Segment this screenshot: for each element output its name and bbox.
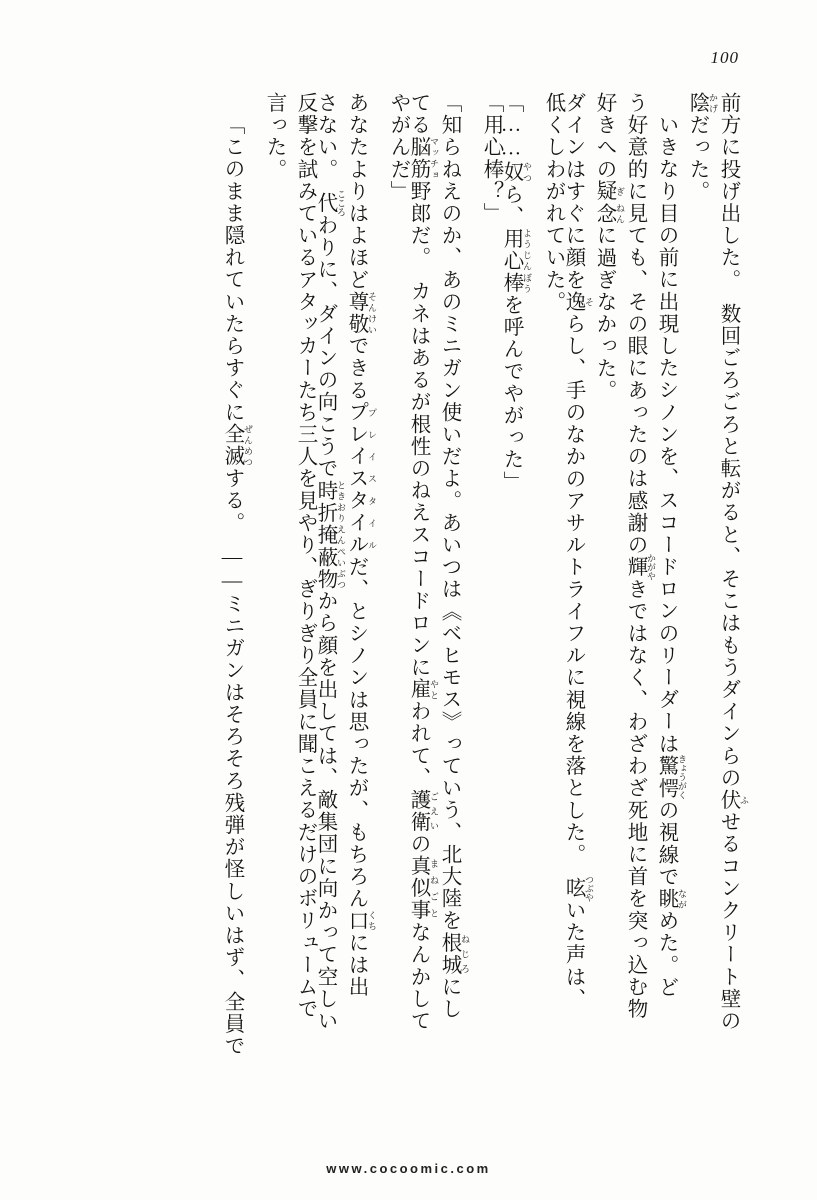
text-line: 「このまま隠れていたらすぐに全滅 ぜんめつする。 ——ミニガンはそろそろ残弾が怪しいはず、全員で xyxy=(221,114,253,1058)
ruby-nejiro: 根城 ねじろ xyxy=(438,931,470,977)
ruby-yatowarete: 雇 やと xyxy=(407,678,439,701)
text-line: 前方に投げ出した。 数回ごろごろと転がると、そこはもうダインらの伏 ふせるコンクリート壁の xyxy=(717,92,749,1033)
text-line: てる脳筋 マッチョ野郎だ。 カネはあるが根性のねえスコードロンに雇 やとわれて、護衛 ごえいの真似事 まねごとなんかして xyxy=(407,92,439,1033)
ruby-kuchi: 口 くち xyxy=(345,909,377,932)
text-line: 「用心棒？」 xyxy=(480,92,502,225)
ruby-goei: 護衛 ごえい xyxy=(407,788,439,834)
ruby-sonkei: 尊敬 そんけい xyxy=(345,290,377,336)
ruby-sorashi: 逸 そ xyxy=(562,290,594,314)
text-line: ダインはすぐに顔を逸 そらし、手のなかのアサルトライフルに視線を落とした。 呟 つぶやいた声は、 xyxy=(562,92,594,1010)
ruby-enpeibutsu: 時折掩蔽物 ときおりえんぺいぶつ xyxy=(314,479,346,591)
text-line: 好きへの疑 ぎ念 ねんに過ぎなかった。 xyxy=(593,92,625,402)
ruby-kagayaki: 輝 かがや xyxy=(624,553,656,581)
ruby-nagameta: 眺 なが xyxy=(655,887,687,911)
page-number: 100 xyxy=(710,48,739,67)
text-line: 陰 かげだった。 xyxy=(686,92,718,203)
text-line: やがんだ」 xyxy=(387,92,409,203)
site-watermark: www.cocoomic.com xyxy=(326,1161,491,1176)
text-line: さない。 代 こころわりに、ダインの向こうで時折掩蔽物 ときおりえんぺいぶつから顔を出しては、敵集団に向かって空しい xyxy=(314,92,346,1033)
ruby-yatsura: 奴 やつ xyxy=(500,161,532,184)
ruby-ginen: 疑 ぎ xyxy=(593,180,625,203)
ruby-youjinbou: 用心棒 ようじんぼう xyxy=(500,227,532,294)
text-line: う好意的に見ても、その眼にあったのは感謝の輝 かがやきではなく、わざわざ死地に首を突っ込む物 xyxy=(624,92,656,1021)
text-line: あなたよりはよほど尊敬 そんけいできるプレイスタイル プレイスタイルだ、とシノンは思ったが、もちろん口 くちには出 xyxy=(345,92,377,999)
text-line: 「……奴 やつら、用心棒 ようじんぼうを呼んでやがった」 xyxy=(500,92,532,493)
ruby-matcho: 脳筋 マッチョ xyxy=(407,136,439,181)
ruby-tsubuyaita: 呟 つぶや xyxy=(562,874,594,902)
text-line: 低くしわがれていた。 xyxy=(542,92,564,313)
text-line: 反撃を試みているアタッカーたち三人を見やり、ぎりぎり全員に聞こえるだけのボリュームで xyxy=(294,92,316,1021)
ruby-kage: 陰 かげ xyxy=(686,92,718,115)
ruby-manegoto: 真似事 まねごと xyxy=(407,855,439,922)
vertical-text-body xyxy=(74,92,749,1092)
text-line: 「知らねえのか、あのミニガン使いだよ。あいつは《ベヒモス》っていう、北大陸を根城 ねじろにし xyxy=(438,92,470,1021)
text-line: いきなり目の前に出現したシノンを、スコードロンのリーダーは驚愕 きょうがくの視線で眺 ながめた。ど xyxy=(655,114,687,999)
ruby-kokoro: 代 こころ xyxy=(314,189,346,217)
ruby-kyougaku: 驚愕 きょうがく xyxy=(655,754,687,800)
ruby-zenmetsu: 全滅 ぜんめつ xyxy=(221,423,253,468)
ruby-fuseru: 伏 ふ xyxy=(717,788,749,812)
text-line: 言った。 xyxy=(263,92,285,181)
ruby-playstyle: プレイスタイル プレイスタイル xyxy=(345,401,377,557)
